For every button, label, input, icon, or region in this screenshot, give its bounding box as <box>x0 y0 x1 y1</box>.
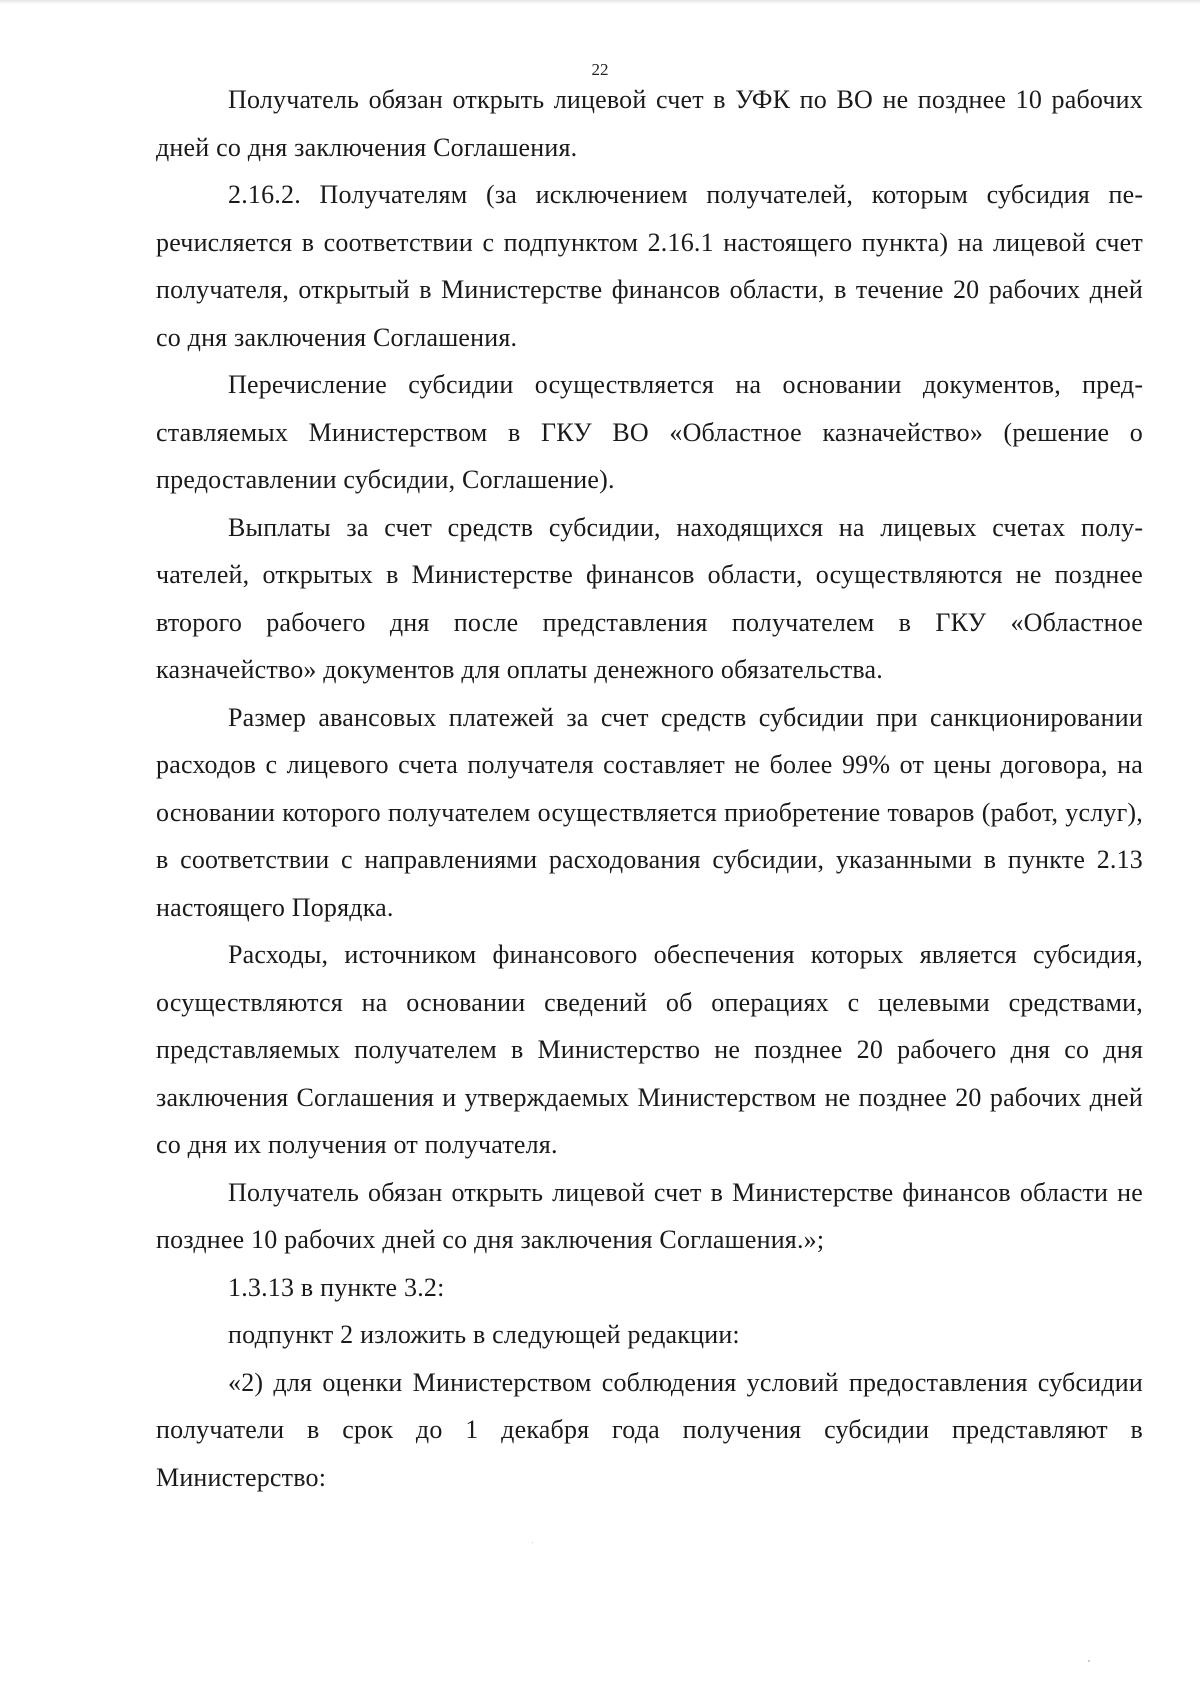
paragraph: 1.3.13 в пункте 3.2: <box>228 1272 445 1302</box>
paragraph: Получатель обязан открыть лицевой счет в Министерстве финансов области не позднее 10 рабочих дней со дня заключения Соглашения.»; <box>156 1177 1143 1254</box>
paragraph: Размер авансовых платежей за счет средств субсидии при санкционировании расходов с лицевого счета получателя составляет не более 99% от цены договора, на основании которого получателем осуществляется приобретение товаров (работ, услуг), в соответствии с направлениями расходования субсидии, указанными в пункте 2.13 настоящего Порядка. <box>156 702 1143 922</box>
scan-speck <box>1088 1660 1090 1662</box>
page-number: 22 <box>591 60 609 79</box>
paragraph: Получатель обязан открыть лицевой счет в УФК по ВО не позднее 10 рабочих дней со дня заключения Соглашения. <box>156 85 1143 162</box>
paragraph: 2.16.2. Получателям (за исключением получателей, которым субсидия перечисляется в соответствии с подпунктом 2.16.1 настоящего пункта) на лицевой счет получателя, открытый в Министерстве финансов области, в течение 20 рабочих дней со дня заключения Соглашения. <box>156 180 1143 352</box>
paragraph: подпункт 2 изложить в следующей редакции: <box>228 1320 740 1349</box>
paragraph: Расходы, источником финансового обеспечения которых является субсидия, осуществляются на основании сведений об операциях с целевыми средствами, представляемых получателем в Министерство не позднее 20 рабочего дня со дня заключения Соглашения и утверждаемых Министерством не позднее 20 рабочих дней со дня их получения от получателя. <box>156 940 1143 1159</box>
scan-speck <box>532 1542 533 1543</box>
paragraph: «2) для оценки Министерством соблюдения условий предоставления субсидии получатели в срок до 1 декабря года получения субсидии представляют в Министерство: <box>156 1367 1143 1492</box>
paragraph: Перечисление субсидии осуществляется на основании документов, представляемых Министерством в ГКУ ВО «Областное казначейство» (решение о предоставлении субсидии, Соглашение). <box>156 370 1143 494</box>
paragraph: Выплаты за счет средств субсидии, находящихся на лицевых счетах получателей, открытых в Министерстве финансов области, осуществляются не позднее второго рабочего дня после представления получателем в ГКУ «Областное казначейство» документов для оплаты денежного обязательства. <box>156 512 1143 684</box>
scan-edge <box>0 0 1200 4</box>
document-body <box>156 76 1143 1501</box>
